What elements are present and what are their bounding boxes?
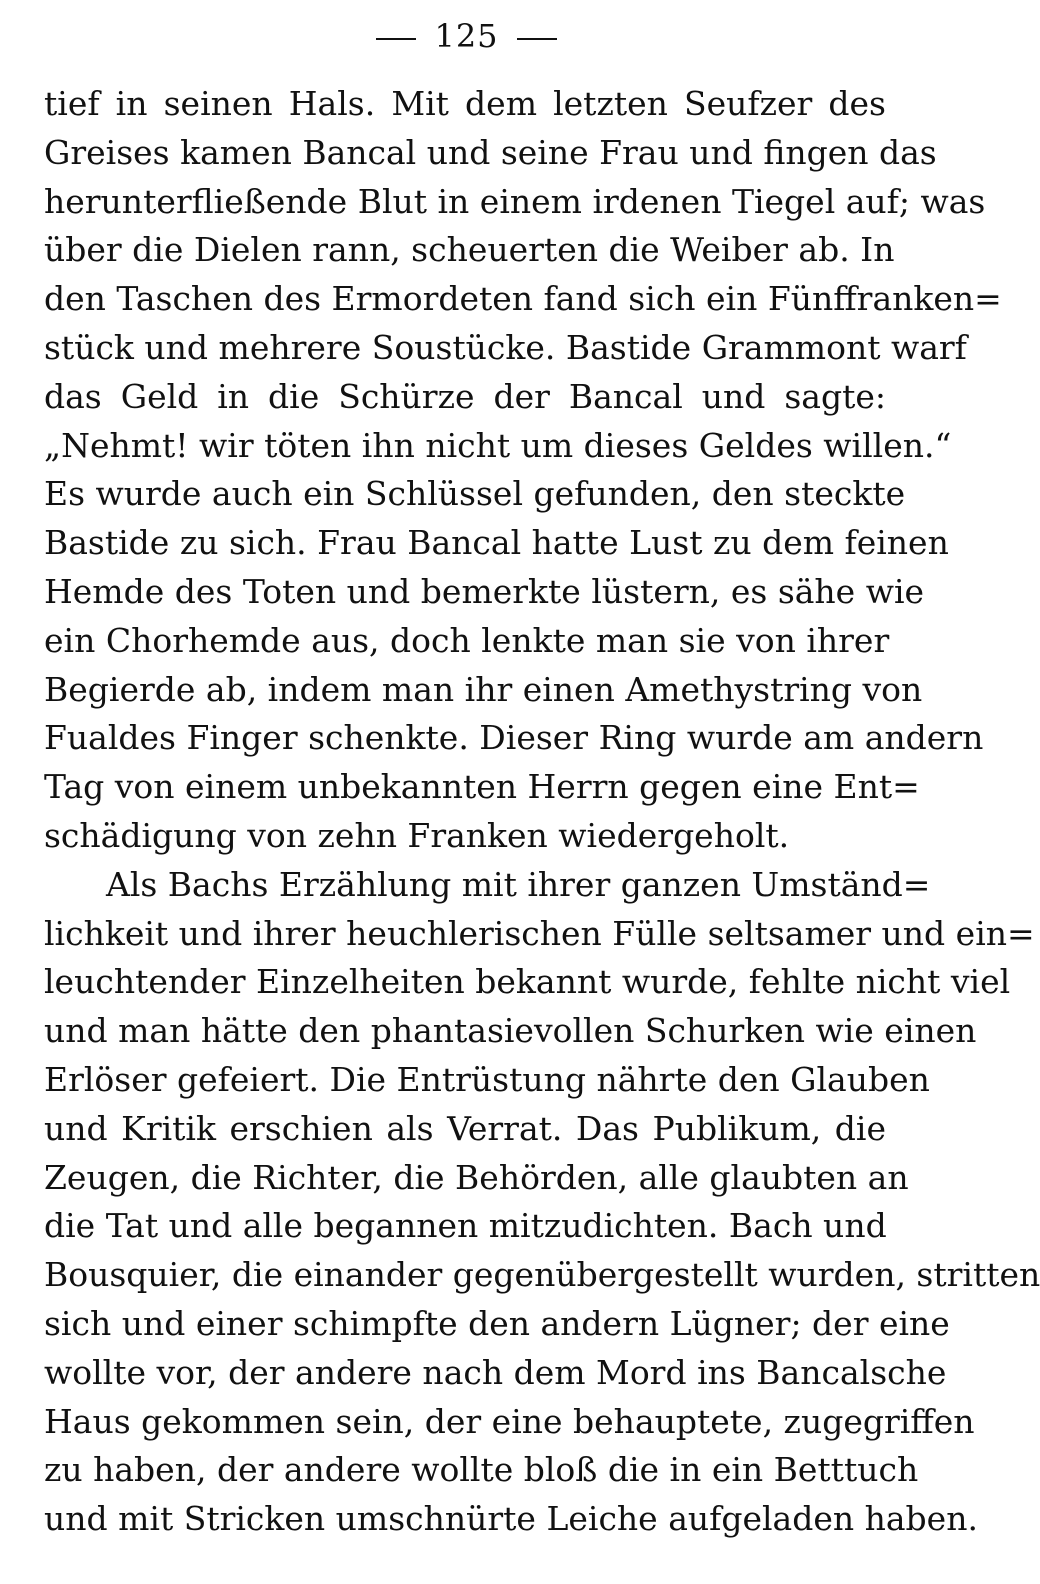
text-line: zu haben, der andere wollte bloß die in ein Betttuch bbox=[44, 1450, 919, 1490]
text-line: Hemde des Toten und bemerkte lüstern, es sähe wie bbox=[44, 571, 925, 611]
text-line: Begierde ab, indem man ihr einen Amethystring von bbox=[44, 669, 923, 709]
text-line: wollte vor, der andere nach dem Mord ins Bancalsche bbox=[44, 1352, 947, 1392]
page-number: 125 bbox=[434, 17, 499, 55]
text-line: Bastide zu sich. Frau Bancal hatte Lust zu dem feinen bbox=[44, 523, 949, 563]
text-line: die Tat und alle begannen mitzudichten. Bach und bbox=[44, 1206, 887, 1246]
text-line: Tag von einem unbekannten Herrn gegen eine Ent= bbox=[44, 767, 920, 807]
text-line: Als Bachs Erzählung mit ihrer ganzen Umständ= bbox=[106, 864, 931, 904]
text-line: sich und einer schimpfte den andern Lügner; der eine bbox=[44, 1303, 950, 1343]
text-line: herunterfließende Blut in einem irdenen Tiegel auf; was bbox=[44, 181, 986, 221]
header-dash-left bbox=[376, 38, 416, 40]
text-line: lichkeit und ihrer heuchlerischen Fülle seltsamer und ein= bbox=[44, 913, 1035, 953]
text-line: Bousquier, die einander gegenübergestellt wurden, stritten bbox=[44, 1255, 1040, 1295]
text-line: Es wurde auch ein Schlüssel gefunden, den steckte bbox=[44, 474, 906, 514]
text-line: Erlöser gefeiert. Die Entrüstung nährte den Glauben bbox=[44, 1059, 930, 1099]
text-line: über die Dielen rann, scheuerten die Weiber ab. In bbox=[44, 230, 895, 270]
text-line: stück und mehrere Soustücke. Bastide Grammont warf bbox=[44, 327, 967, 367]
text-line: und man hätte den phantasievollen Schurken wie einen bbox=[44, 1011, 977, 1051]
text-line: leuchtender Einzelheiten bekannt wurde, fehlte nicht viel bbox=[44, 962, 1011, 1002]
text-line: schädigung von zehn Franken wiedergeholt. bbox=[44, 815, 790, 855]
text-line: Greises kamen Bancal und seine Frau und fingen das bbox=[44, 132, 937, 172]
text-line: tief in seinen Hals. Mit dem letzten Seufzer des bbox=[44, 84, 886, 123]
text-line: und mit Stricken umschnürte Leiche aufgeladen haben. bbox=[44, 1499, 978, 1539]
text-line: Fualdes Finger schenkte. Dieser Ring wurde am andern bbox=[44, 718, 984, 758]
text-line: den Taschen des Ermordeten fand sich ein Fünffranken= bbox=[44, 279, 1002, 319]
text-line: und Kritik erschien als Verrat. Das Publikum, die bbox=[44, 1108, 886, 1148]
text-line: Haus gekommen sein, der eine behauptete, zugegriffen bbox=[44, 1401, 975, 1441]
text-line: Zeugen, die Richter, die Behörden, alle glaubten an bbox=[44, 1157, 909, 1197]
body-text bbox=[44, 80, 1040, 1544]
header-dash-right bbox=[517, 38, 557, 40]
text-line: das Geld in die Schürze der Bancal und sagte: bbox=[44, 376, 886, 416]
text-line: „Nehmt! wir töten ihn nicht um dieses Geldes willen.“ bbox=[44, 425, 952, 465]
page-header bbox=[0, 14, 933, 58]
text-line: ein Chorhemde aus, doch lenkte man sie von ihrer bbox=[44, 620, 890, 660]
